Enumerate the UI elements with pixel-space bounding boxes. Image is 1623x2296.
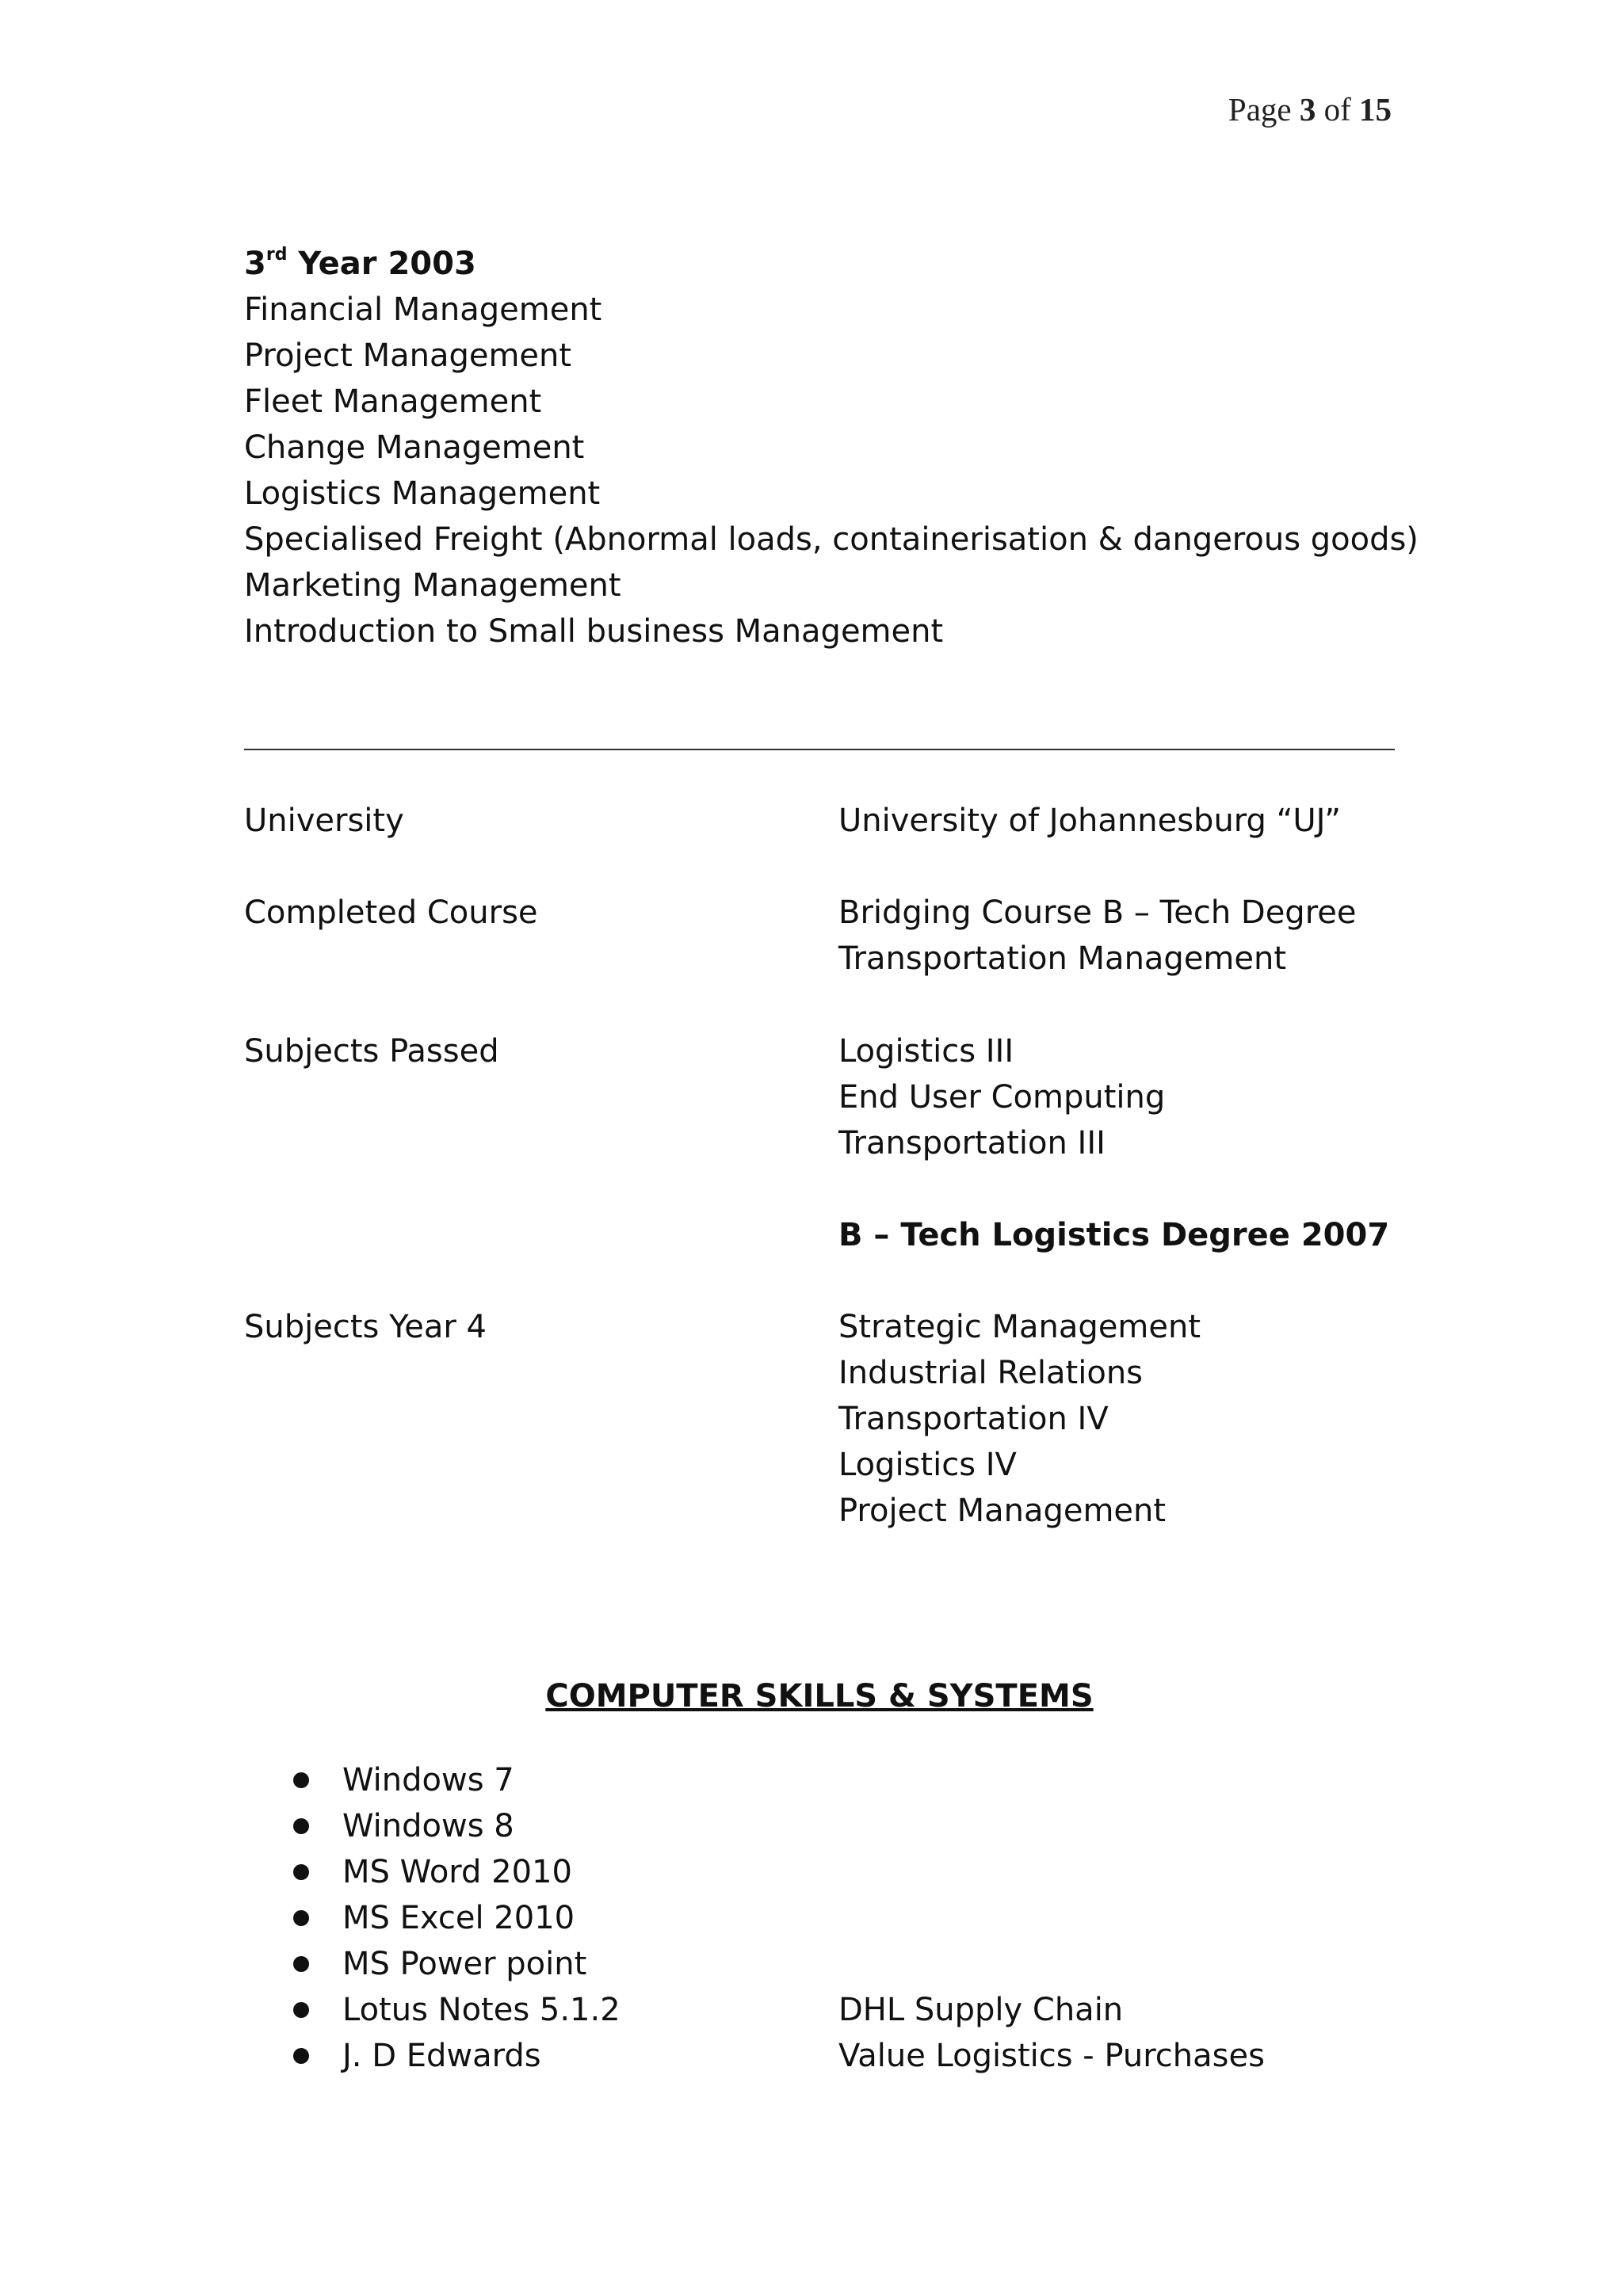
- completed-course-value: Transportation Management: [838, 940, 1287, 977]
- subject-year4: Project Management: [838, 1493, 1167, 1529]
- subjects-year4-label: Subjects Year 4: [244, 1309, 487, 1345]
- page-separator: of: [1323, 91, 1351, 128]
- bullet-icon: [293, 1956, 309, 1972]
- skill-item: Windows 7: [342, 1762, 514, 1798]
- bullet-icon: [293, 2048, 309, 2064]
- university-value: University of Johannesburg “UJ”: [838, 803, 1341, 839]
- subject-year4: Logistics IV: [838, 1447, 1017, 1483]
- completed-course-label: Completed Course: [244, 894, 538, 931]
- bullet-icon: [293, 1818, 309, 1834]
- third-year-subject: Logistics Management: [244, 475, 601, 512]
- third-year-subject: Financial Management: [244, 292, 602, 328]
- subject-passed: Transportation III: [838, 1125, 1106, 1161]
- subject-year4: Industrial Relations: [838, 1355, 1144, 1391]
- subject-passed: Logistics III: [838, 1033, 1014, 1070]
- bullet-icon: [293, 1910, 309, 1926]
- skill-item: Lotus Notes 5.1.2: [342, 1992, 621, 2028]
- skill-item: J. D Edwards: [342, 2038, 541, 2074]
- skill-item: Windows 8: [342, 1808, 514, 1844]
- third-year-subject: Project Management: [244, 338, 572, 374]
- university-label: University: [244, 803, 404, 839]
- skill-detail: DHL Supply Chain: [838, 1992, 1124, 2028]
- section-divider: [244, 749, 1395, 750]
- page-total: 15: [1359, 91, 1392, 128]
- third-year-subject: Marketing Management: [244, 567, 621, 604]
- third-year-subject: Change Management: [244, 429, 585, 466]
- skill-item: MS Power point: [342, 1946, 587, 1982]
- third-year-subject: Fleet Management: [244, 383, 542, 420]
- page-current: 3: [1299, 91, 1316, 128]
- bullet-icon: [293, 1772, 309, 1788]
- third-year-heading: [244, 241, 476, 287]
- subjects-passed-label: Subjects Passed: [244, 1033, 499, 1070]
- degree-title: B – Tech Logistics Degree 2007: [838, 1217, 1390, 1253]
- subject-year4: Strategic Management: [838, 1309, 1201, 1345]
- page-number: [1228, 90, 1392, 128]
- third-year-ordinal: 3: [244, 246, 266, 282]
- completed-course-value: Bridging Course B – Tech Degree: [838, 894, 1357, 931]
- bullet-icon: [293, 1864, 309, 1880]
- subject-passed: End User Computing: [838, 1079, 1166, 1116]
- skill-item: MS Excel 2010: [342, 1900, 575, 1936]
- subject-year4: Transportation IV: [838, 1401, 1109, 1437]
- third-year-title: Year 2003: [287, 246, 476, 282]
- third-year-subject: Introduction to Small business Management: [244, 613, 944, 650]
- bullet-icon: [293, 2002, 309, 2018]
- third-year-ordinal-suffix: rd: [265, 245, 288, 265]
- computer-skills-heading: COMPUTER SKILLS & SYSTEMS: [545, 1678, 1094, 1714]
- skill-item: MS Word 2010: [342, 1854, 572, 1890]
- skill-detail: Value Logistics - Purchases: [838, 2038, 1265, 2074]
- third-year-subject: Specialised Freight (Abnormal loads, containerisation & dangerous goods): [244, 521, 1419, 558]
- page-prefix: Page: [1228, 91, 1292, 128]
